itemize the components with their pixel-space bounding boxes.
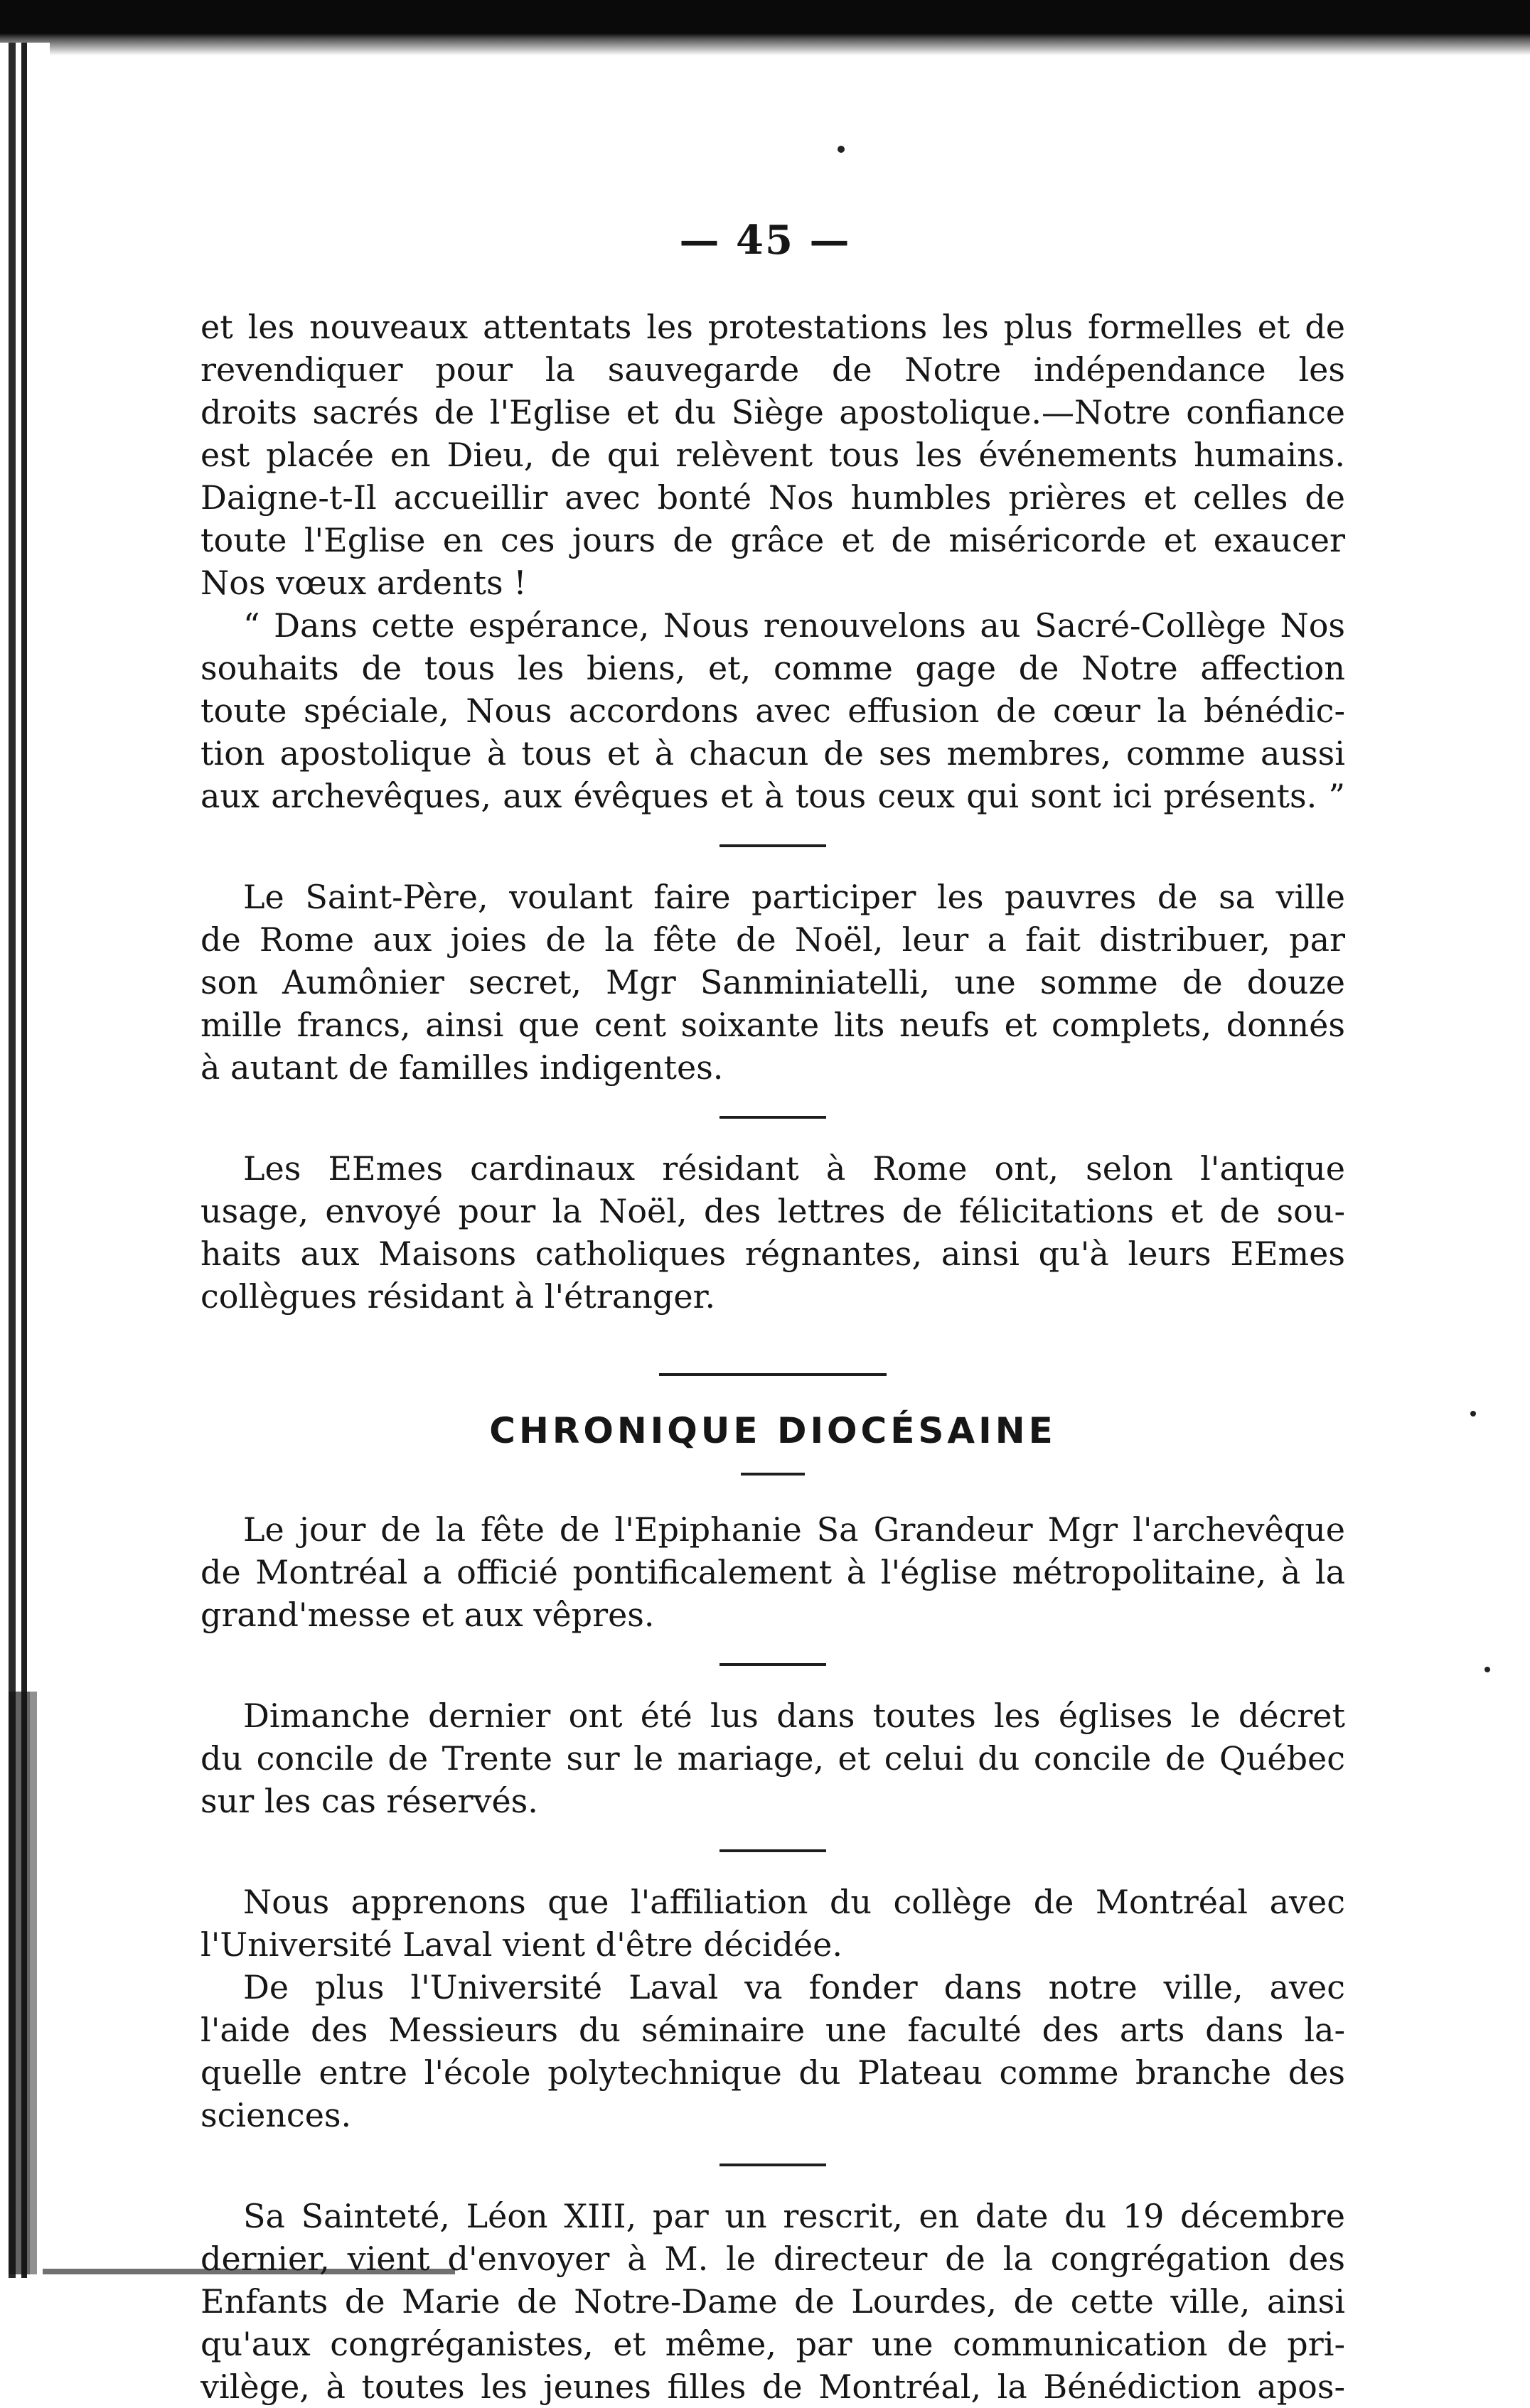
paragraph-rescrit: Sa Sainteté, Léon XIII, par un rescrit, en date du 19 décembre dernier, vient d'envoyer à M. le directeur de la congrégation des Enfants de Marie de Notre-Dame de Lourdes, de cette ville, ainsi qu'aux congréganistes, et même, par une communication de pri- vilège, à toutes les jeunes filles de Montréal, la Bénédiction apos-	[200, 2197, 1345, 2406]
scan-binding-shadow	[9, 1692, 50, 2274]
separator-rule	[719, 2164, 826, 2166]
scan-speck	[1470, 1411, 1476, 1417]
scan-speck	[838, 146, 845, 153]
separator-rule	[719, 844, 826, 847]
scan-speck	[1484, 1667, 1490, 1672]
page-number: — 45 —	[679, 217, 851, 264]
page-body	[200, 306, 1345, 2408]
separator-rule	[719, 1116, 826, 1119]
section-heading: CHRONIQUE DIOCÉSAINE	[489, 1410, 1056, 1451]
paragraph-affiliation: Nous apprenons que l'affiliation du collège de Montréal avec l'Université Laval vient d'être décidée.	[200, 1883, 1345, 1964]
section-heading-underline	[741, 1473, 805, 1476]
paragraph-continuation: et les nouveaux attentats les protestations les plus formelles et de revendiquer pour la sauvegarde de Notre indépendance les droits sacrés de l'Eglise et du Siège apostolique.—Notre confiance est placée en Dieu, de qui relèvent tous les événements humains. Daigne-t-Il accueillir avec bonté Nos humbles prières et celles de toute l'Eglise en ces jours de grâce et de miséricorde et exaucer Nos vœux ardents !	[200, 308, 1345, 602]
paragraph-epiphanie: Le jour de la fête de l'Epiphanie Sa Grandeur Mgr l'archevêque de Montréal a officié pontificalement à l'église métropolitaine, à la grand'messe et aux vêpres.	[200, 1510, 1345, 1634]
section-heading-rule	[659, 1373, 887, 1376]
paragraph-cardinaux: Les EEmes cardinaux résidant à Rome ont, selon l'antique usage, envoyé pour la Noël, des lettres de félicitations et de sou- haits aux Maisons catholiques régnantes, ainsi qu'à leurs EEmes collègues résidant à l'étranger.	[200, 1149, 1345, 1316]
separator-rule	[719, 1849, 826, 1852]
paragraph-saint-pere: Le Saint-Père, voulant faire participer les pauvres de sa ville de Rome aux joies de la fête de Noël, leur a fait distribuer, par son Aumônier secret, Mgr Sanminiatelli, une somme de douze mille francs, ainsi que cent soixante lits neufs et complets, donnés à autant de familles indigentes.	[200, 878, 1345, 1087]
paragraph-decret: Dimanche dernier ont été lus dans toutes les églises le décret du concile de Trente sur le mariage, et celui du concile de Québec sur les cas réservés.	[200, 1697, 1345, 1820]
separator-rule	[719, 1663, 826, 1666]
paragraph-quote-blessing: “ Dans cette espérance, Nous renouvelons au Sacré-Collège Nos souhaits de tous les biens, et, comme gage de Notre affection toute spéciale, Nous accordons avec effusion de cœur la bénédic- tion apostolique à tous et à chacun de ses membres, comme aussi aux archevêques, aux évêques et à tous ceux qui sont ici présents. ”	[200, 606, 1345, 815]
paragraph-faculte-des-arts: De plus l'Université Laval va fonder dans notre ville, avec l'aide des Messieurs du séminaire une faculté des arts dans la- quelle entre l'école polytechnique du Plateau comme branche des sciences.	[200, 1968, 1345, 2134]
scan-top-edge	[0, 0, 1530, 55]
